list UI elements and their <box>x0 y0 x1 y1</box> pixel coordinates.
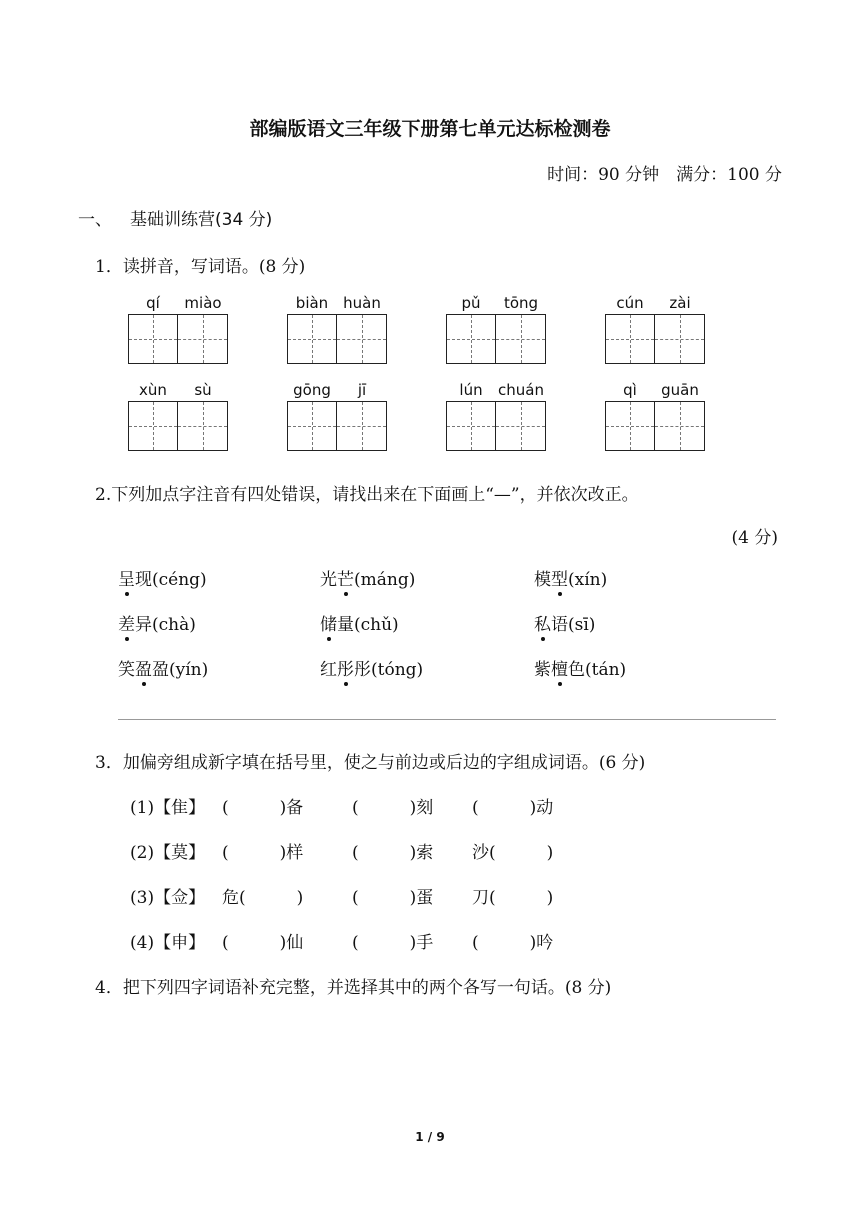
pinyin-syllable: miào <box>184 294 222 312</box>
word-suffix: (xín) <box>568 570 608 590</box>
phonetic-word <box>534 610 595 635</box>
question-1-label: 1．读拼音，写词语。(8 分) <box>95 257 306 277</box>
fill-blank[interactable]: ( )刻 <box>352 798 434 818</box>
word-prefix: 笑 <box>118 660 135 680</box>
writing-cell[interactable] <box>655 314 705 364</box>
writing-grid <box>128 401 228 451</box>
radical-label: (4)【申】 <box>130 933 206 953</box>
word-prefix: 光 <box>320 570 337 590</box>
pinyin-syllable: sù <box>194 381 212 399</box>
pinyin-syllable: xùn <box>139 381 167 399</box>
pinyin-syllable: guān <box>661 381 699 399</box>
writing-cell[interactable] <box>287 401 337 451</box>
phonetic-word <box>534 565 607 590</box>
writing-grid <box>287 314 387 364</box>
phonetic-word <box>320 655 423 680</box>
pinyin-syllable: qí <box>146 294 160 312</box>
fill-blank[interactable]: ( )手 <box>352 933 434 953</box>
fill-blank[interactable]: ( )备 <box>222 798 304 818</box>
fill-blank[interactable]: ( )索 <box>352 843 434 863</box>
word-suffix: 语(sī) <box>551 615 596 635</box>
writing-cell[interactable] <box>287 314 337 364</box>
fill-blank[interactable]: ( )样 <box>222 843 304 863</box>
question-4-label: 4．把下列四字词语补充完整，并选择其中的两个各写一句话。(8 分) <box>95 978 612 998</box>
dotted-char: 型 <box>551 565 568 590</box>
fill-blank[interactable]: ( )吟 <box>472 933 554 953</box>
pinyin-syllable: huàn <box>343 294 381 312</box>
word-suffix: 盈(yín) <box>152 660 209 680</box>
writing-cell[interactable] <box>655 401 705 451</box>
writing-cell[interactable] <box>337 314 387 364</box>
word-suffix: 量(chǔ) <box>337 615 399 635</box>
fill-blank[interactable]: ( )动 <box>472 798 554 818</box>
dotted-char: 檀 <box>551 655 568 680</box>
radical-label: (1)【隹】 <box>130 798 206 818</box>
dotted-char: 彤 <box>337 655 354 680</box>
pinyin-syllable: biàn <box>295 294 329 312</box>
fill-blank[interactable]: 刀( ) <box>472 888 554 908</box>
pinyin-row <box>605 294 705 312</box>
pinyin-syllable: pǔ <box>461 294 481 312</box>
phonetic-word <box>320 565 415 590</box>
section-title: 基础训练营(34 分) <box>130 210 273 230</box>
dotted-char: 差 <box>118 610 135 635</box>
pinyin-syllable: chuán <box>498 381 544 399</box>
answer-line[interactable] <box>118 719 776 720</box>
dotted-char: 私 <box>534 610 551 635</box>
writing-cell[interactable] <box>446 314 496 364</box>
word-suffix: 色(tán) <box>568 660 627 680</box>
writing-cell[interactable] <box>605 401 655 451</box>
question-3-label: 3．加偏旁组成新字填在括号里，使之与前边或后边的字组成词语。(6 分) <box>95 753 646 773</box>
fill-blank[interactable]: 危( ) <box>222 888 304 908</box>
pinyin-row <box>605 381 705 399</box>
word-suffix: (máng) <box>354 570 416 590</box>
radical-label: (2)【莫】 <box>130 843 206 863</box>
writing-grid <box>446 314 546 364</box>
question-2-score: (4 分) <box>731 528 778 548</box>
writing-grid <box>446 401 546 451</box>
pinyin-syllable: tōng <box>503 294 539 312</box>
dotted-char: 储 <box>320 610 337 635</box>
page-title: 部编版语文三年级下册第七单元达标检测卷 <box>249 118 611 140</box>
pinyin-row <box>128 381 228 399</box>
dotted-char: 芒 <box>337 565 354 590</box>
writing-cell[interactable] <box>605 314 655 364</box>
pinyin-row <box>446 294 546 312</box>
word-suffix: 异(chà) <box>135 615 196 635</box>
page-number: 1 / 9 <box>415 1130 445 1144</box>
pinyin-row <box>128 294 228 312</box>
fill-blank[interactable]: 沙( ) <box>472 843 554 863</box>
word-prefix: 紫 <box>534 660 551 680</box>
pinyin-syllable: jī <box>357 381 367 399</box>
pinyin-row <box>287 294 387 312</box>
fill-blank[interactable]: ( )仙 <box>222 933 304 953</box>
phonetic-word <box>118 655 208 680</box>
question-2-label: 2.下列加点字注音有四处错误，请找出来在下面画上“—”，并依次改正。 <box>95 485 639 505</box>
pinyin-syllable: cún <box>616 294 644 312</box>
exam-meta: 时间：90 分钟 满分：100 分 <box>547 165 782 185</box>
pinyin-syllable: qì <box>623 381 637 399</box>
radical-label: (3)【佥】 <box>130 888 206 908</box>
writing-grid <box>605 314 705 364</box>
writing-cell[interactable] <box>496 401 546 451</box>
pinyin-row <box>287 381 387 399</box>
word-suffix: 现(céng) <box>135 570 207 590</box>
pinyin-syllable: gōng <box>293 381 331 399</box>
writing-grid <box>605 401 705 451</box>
writing-cell[interactable] <box>178 401 228 451</box>
writing-cell[interactable] <box>337 401 387 451</box>
writing-cell[interactable] <box>128 401 178 451</box>
pinyin-syllable: lún <box>459 381 483 399</box>
section-number: 一、 <box>78 210 112 230</box>
pinyin-syllable: zài <box>669 294 691 312</box>
word-suffix: 彤(tóng) <box>354 660 424 680</box>
word-prefix: 模 <box>534 570 551 590</box>
phonetic-word <box>118 565 207 590</box>
word-prefix: 红 <box>320 660 337 680</box>
dotted-char: 呈 <box>118 565 135 590</box>
writing-cell[interactable] <box>446 401 496 451</box>
writing-cell[interactable] <box>178 314 228 364</box>
writing-cell[interactable] <box>128 314 178 364</box>
section-heading <box>78 205 272 230</box>
writing-grid <box>128 314 228 364</box>
phonetic-word <box>118 610 196 635</box>
fill-blank[interactable]: ( )蛋 <box>352 888 434 908</box>
writing-cell[interactable] <box>496 314 546 364</box>
phonetic-word <box>534 655 626 680</box>
writing-grid <box>287 401 387 451</box>
dotted-char: 盈 <box>135 655 152 680</box>
phonetic-word <box>320 610 399 635</box>
pinyin-row <box>446 381 546 399</box>
